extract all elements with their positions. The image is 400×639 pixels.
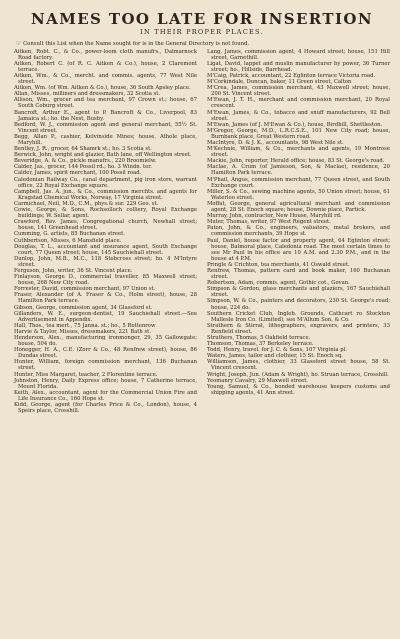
directory-entry: M'Crea, James, commission merchant, 43 Maxwell street; house, 200 St. Vincent street. bbox=[207, 85, 390, 98]
directory-entry: Calder, Jas., grocer, 144 Possil rd.; ho. 3 Windn. ter. bbox=[14, 164, 152, 171]
entries-columns bbox=[14, 49, 390, 415]
directory-entry: Carmichael, Neil, M.D., C.M., phys.& sur. 229 Geo. st. bbox=[14, 200, 159, 207]
directory-entry: Crawford, Rev. James, Congregational church, Newhall street; house, 141 Greenhead street. bbox=[14, 219, 197, 232]
directory-entry: M'Ewan, James, & Co., tobacco and snuff manufacturers, 92 Bell street. bbox=[207, 109, 390, 122]
directory-entry: Aitken, Robt. C., & Co., power-loom cloth manufrs., Dalmarnock Road factory. bbox=[14, 48, 197, 61]
directory-entry: Southern Cricket Club, Ingleb. Grounds, Cathcart ro Stockton Mallesle Iron Co. (Limited), see M'Allum Son, & Co. bbox=[207, 310, 390, 323]
directory-entry: M'Kechnie, William, & Co., merchants and agents, 19 Montrose street. bbox=[207, 146, 390, 159]
directory-entry: Simpson & Gordon, glass merchants and glaziers, 167 Sauchiehall street. bbox=[207, 286, 390, 299]
page-title: NAMES TOO LATE FOR INSERTION bbox=[31, 10, 373, 28]
directory-entry: Simpson, W. & Co., painters and decorators, 230 St. George's road; house, 224 do. bbox=[207, 298, 390, 311]
left-column bbox=[14, 49, 197, 415]
directory-entry: Thomson, Thomas, 37 Berkeley terrace. bbox=[207, 341, 314, 348]
directory-entry: M'Ewan, J. T. H., merchant and commission merchant, 20 Royal crescent. bbox=[207, 97, 390, 110]
directory-entry: Murray, John, contractor, New House, Maryhill rd. bbox=[207, 213, 342, 220]
directory-entry: Begg, Allan P., cashier, Kelvinside Mines; house, Athole place, Maryhill. bbox=[14, 133, 197, 146]
directory-entry: Bentley, J. R., grocer, 64 Shamrk st.; ho. 3 Scotia st. bbox=[14, 146, 152, 153]
directory-entry: Douglas, T. L., accountant and insurance agent, South Exchange court, 77 Queen street; house, 145 Sauchiehall street. bbox=[14, 243, 197, 256]
directory-entry: Mackie, John, reporter, Herald office; house, 83 St. George's road. bbox=[207, 158, 385, 165]
directory-entry: Moffat, George, general agricultural merchant and commission agent, 28 St. Enoch square; house, Downie place, Partick. bbox=[207, 200, 390, 214]
directory-entry: Todd, Henry, travel. for J. C. & Sons, 107 Virginia pl. bbox=[207, 347, 347, 354]
directory-entry: M'Ewan, James (of J. M'Ewan & Co.), house, Birdhill, Shettleston. bbox=[207, 121, 383, 128]
directory-entry: M'Phail, Angus, commission merchant, 77 Queen street, and South Exchange court. bbox=[207, 176, 390, 189]
directory-entry: Strathern & Stirrat, lithographers, engravers, and printers, 33 Renfield street. bbox=[207, 322, 390, 335]
directory-entry: Caledonian Railway Co., canal department, pig iron store, warrant office, 22 Royal Exchange square. bbox=[14, 176, 197, 189]
directory-entry: Keith, Alex., accountant, agent for the Commercial Union Fire and Life Insurance Co., 160 Hope st. bbox=[14, 389, 197, 402]
directory-entry: Hunter, William, foreign commission merchant, 136 Buchanan street. bbox=[14, 359, 197, 372]
directory-entry: Bancroft, Arthur E., agent to P. Bancroft & Co., Liverpool, 83 Jamaica st.; ho. the Nest, Busby. bbox=[14, 109, 197, 122]
directory-entry: Young, Samuel, & Co., bonded warehouse keepers customs and shipping agents, 41 Ann street. bbox=[207, 383, 390, 396]
directory-entry: Henderson, Alex., manufacturing ironmonger, 29, 35 Gallowgate; house, 504 do. bbox=[14, 335, 197, 348]
directory-entry: Cumming, G. artists, 85 Buchanan street. bbox=[14, 231, 125, 238]
directory-entry: Robertson, Adam, commis. agent, Gothic cot., Govan. bbox=[207, 280, 350, 287]
directory-entry: Muter, Thomas, writer, 97 West Regent street. bbox=[207, 219, 331, 226]
right-column bbox=[207, 49, 390, 415]
pointing-hand-icon: ☞ bbox=[16, 40, 22, 47]
directory-entry: Harvie & Taylor, Misses, dressmakers, 221 Bath st. bbox=[14, 328, 151, 335]
directory-entry: Miller, S. & Co., sewing machine agents, 50 Union street; house, 61 Waterloo street. bbox=[207, 188, 390, 201]
directory-entry: Kidd, George, agent (for Charles Price & Co., London), house, 4 Speirs place, Crosshill. bbox=[14, 402, 197, 415]
directory-entry: Finlayson, George D., commercial traveller, 85 Maxwell street; house, 268 New City road. bbox=[14, 274, 197, 287]
directory-entry: Gibson, George, commission agent, 34 Glassford st. bbox=[14, 304, 153, 311]
directory-entry: Maclae, A. Crum (of Jamieson, Son, & Maclae), residence, 20 Hamilton Park terrace. bbox=[207, 164, 390, 177]
directory-entry: M'Gregor, George, M.D., L.R.C.S.E., 101 New City road; house, Burnbank place, Great Western road. bbox=[207, 127, 390, 140]
directory-entry: Beveridge, A. & Co., pickle manufrs., 220 Broomielw. bbox=[14, 158, 157, 165]
directory-entry: M'Caig, Patrick, accountant, 22 Eglinton terrace Victoria road. bbox=[207, 72, 376, 79]
directory-entry: Allison, Wm., grocer and tea merchant, 97 Crown st.; house, 67 South Coburg street. bbox=[14, 97, 197, 110]
directory-entry: Forrester, David, commission merchant, 97 Union st. bbox=[14, 286, 156, 293]
directory-entry: Aitken, Wm., & Co., mercht. and commis. agents, 77 West Nile street. bbox=[14, 72, 197, 86]
directory-entry: Aitken, Robert C. (of R. C. Aitken & Co.), house, 2 Claremont terrace. bbox=[14, 60, 197, 73]
directory-entry: Hunter, Miss Margaret, teacher, 2 Florentine terrace. bbox=[14, 371, 158, 378]
directory-entry: Pringle & Crichton, tea merchants, 41 Oswald street. bbox=[207, 261, 350, 268]
directory-entry: Calder, James, spirit merchant, 100 Possil road. bbox=[14, 170, 142, 177]
directory-entry: Allan, Misses, milliners and dressmakers, 32 Scotia st. bbox=[14, 91, 161, 98]
directory-entry: Waters, James, tailor and clothier, 15 St. Enoch sq. bbox=[207, 353, 343, 360]
directory-entry: Johnston, Henry, Daily Express office; house, 7 Catherine terrace, Mount Florida. bbox=[14, 377, 197, 390]
directory-entry: Berwick, John, wright and glazier, Bath lane, off Wellington street. bbox=[14, 152, 192, 159]
notice-text: Consult this List when the Name sought for is in the General Directory is not found. bbox=[23, 41, 250, 47]
directory-entry: Yeomanry Cavalry, 29 Maxwell street. bbox=[207, 377, 308, 384]
directory-entry: Cuthbertson, Misses, 6 Mansfield place. bbox=[14, 237, 122, 244]
directory-entry: Paton, John, & Co., engineers, valuators, metal brokers, and commission merchants, 39 Hope st. bbox=[207, 225, 390, 238]
directory-entry: Williamson, James, clothier, 33 Glassford street house, 58 St. Vincent crescent. bbox=[207, 359, 390, 372]
directory-entry: M'Corkindale, Duncan, baker, 11 Green street, Calton bbox=[207, 79, 352, 86]
directory-entry: Dunlop, John, M.B., M.C., 118 Stobcross street; ho. 4 M'Intyre street. bbox=[14, 255, 197, 268]
directory-entry: Wright, Joseph, Jun. (Adam & Wright), ho. Struan terrace, Crosshill. bbox=[207, 371, 389, 378]
directory-entry: Paul, Daniel, house factor and property agent, 64 Eglinton street; house, Balmoral place, Caledonia road. The most certain times to see Mr Paul in his office are 10 A.M. and 2.30 P.M., and in the house at 4 P.M. bbox=[207, 237, 390, 262]
directory-entry: Fraser, Alexander (of A. Fraser & Co., Holm street), house, 28 Hamilton Park terrace. bbox=[14, 292, 197, 305]
directory-entry: Cowie, George, & Sons, Rochsolloch colliery, Royal Exchange buildings; W. Sellar, agent. bbox=[14, 207, 197, 220]
directory-entry: Ligat, David, lappet and muslin manufacturer by power, 36 Turner street; ho., Hillside, Barrhead. bbox=[207, 60, 390, 73]
directory-entry: Bedford, W. J., commission agent and general merchant, 55½ St. Vincent street. bbox=[14, 121, 197, 134]
directory-entry: Renfrew, Thomas, pattern card and book maker, 160 Buchanan street. bbox=[207, 267, 390, 281]
directory-entry: Honegger, H. A., C.E. (Zorr & Co., 48 Renfrew street), house, 86 Dundas street. bbox=[14, 347, 197, 360]
directory-entry: Campbell, Jas. A. jun., & Co., commission merchts. and agents for Kragstad Chemical Works, Norway, 17 Virginia street. bbox=[14, 188, 197, 201]
directory-entry: Hall, Thos., tea mert., 75 Janna. st.; ho., 5 Rottenrow bbox=[14, 322, 156, 329]
consult-notice bbox=[14, 41, 390, 48]
directory-entry: Gillanders, W. E., surgeon-dentist, 19 Sauchiehall street.—See Advertisement in Appendix. bbox=[14, 310, 197, 323]
directory-entry: Ferguson, John, writer, 36 St. Vincent place. bbox=[14, 267, 133, 274]
directory-entry: Struthers, Thomas, 5 Oakfield terrace. bbox=[207, 335, 311, 341]
page-subtitle: IN THEIR PROPER PLACES. bbox=[140, 28, 264, 36]
directory-entry: MacIntyre, D. & J. K., accountants, 98 West Nile st. bbox=[207, 140, 344, 146]
directory-entry: Aitken, Wm. (of Wm. Aitken & Co.), house, 36 South Apsley place. bbox=[14, 85, 191, 92]
directory-entry: Lang, James, commission agent, 4 Howard street; house, 151 Hill street, Garnethill. bbox=[207, 48, 390, 61]
